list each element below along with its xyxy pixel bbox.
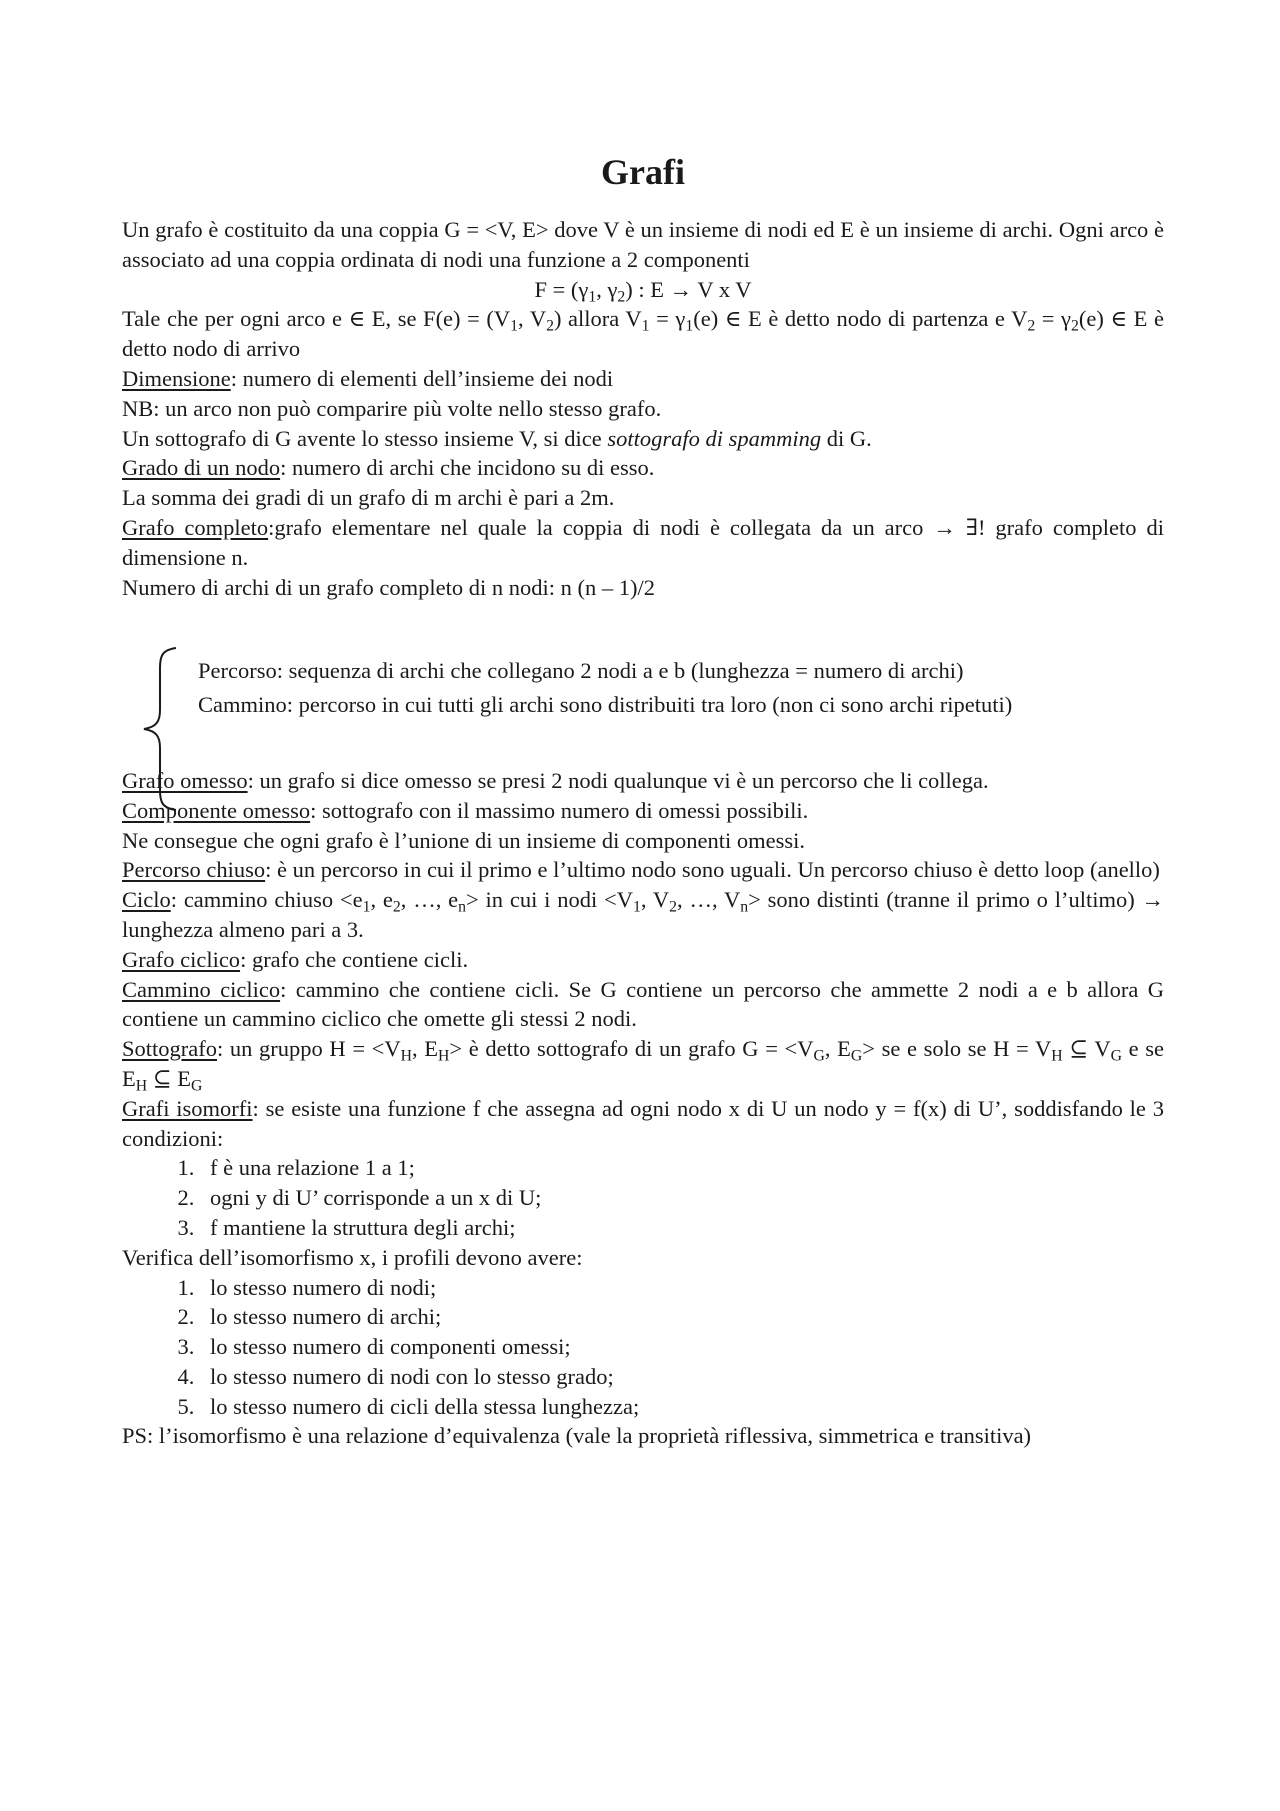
verifica-text: Verifica dell’isomorfismo x, i profili devono avere:	[122, 1244, 583, 1270]
percorso-cammino-brace-block	[122, 644, 1164, 748]
grafi-isomorfi-term: Grafi isomorfi	[122, 1095, 253, 1121]
list-item: 4. lo stesso numero di nodi con lo stesso grado;	[200, 1362, 1164, 1392]
percorso-definition: Percorso: sequenza di archi che collegano 2 nodi a e b (lunghezza = numero di archi)	[198, 658, 964, 684]
grafo-completo-definition: Grafo completo:grafo elementare nel quale la coppia di nodi è collegata da un arco → ∃! grafo completo di dimensione n.	[122, 514, 1164, 570]
formula-line: $F = (\gamma_1$, $\gamma_2$) : E → V x V	[534, 276, 752, 305]
sottografo-term: Sottografo	[122, 1036, 217, 1062]
cammino-ciclico-definition: Cammino ciclico: cammino che contiene cicli. Se G contiene un percorso che ammette 2 nodi a e b allora G contiene un cammino ciclico che omette gli stessi 2 nodi.	[122, 976, 1164, 1032]
spanning-subgraph-definition: Un sottografo di G avente lo stesso insieme V, si dice sottografo di spamming di G.	[122, 425, 872, 451]
list-item: 1. lo stesso numero di nodi;	[200, 1273, 1164, 1303]
grafo-ciclico-definition: Grafo ciclico: grafo che contiene cicli.	[122, 946, 469, 972]
list-item: 5. lo stesso numero di cicli della stessa lunghezza;	[200, 1392, 1164, 1422]
list-item: 3. lo stesso numero di componenti omessi;	[200, 1332, 1164, 1362]
somma-gradi-text: La somma dei gradi di un grafo di m archi è pari a 2m.	[122, 485, 615, 511]
isomorphism-conditions-list	[122, 1153, 1164, 1242]
nb-note: NB: un arco non può comparire più volte nello stesso grafo.	[122, 395, 662, 421]
list-item: 2. ogni y di U’ corrisponde a un x di U;	[200, 1183, 1164, 1213]
ps-note: PS: l’isomorfismo è una relazione d’equivalenza (vale la proprietà riflessiva, simmetrica e transitiva)	[122, 1423, 1032, 1449]
numero-archi-text: Numero di archi di un grafo completo di n nodi: n (n – 1)/2	[122, 574, 656, 600]
curly-brace-icon	[138, 644, 182, 814]
percorso-chiuso-term: Percorso chiuso	[122, 857, 266, 883]
page-title: Grafi	[601, 152, 685, 192]
grado-definition: Grado di un nodo: numero di archi che incidono su di esso.	[122, 455, 655, 481]
list-item: 1. f è una relazione 1 a 1;	[200, 1153, 1164, 1183]
grafo-omesso-term: Grafo omesso	[122, 767, 248, 793]
document-page	[122, 150, 1164, 1451]
grado-term: Grado di un nodo	[122, 455, 281, 481]
dimensione-definition: Dimensione: numero di elementi dell’insieme dei nodi	[122, 365, 614, 391]
list-item: 2. lo stesso numero di archi;	[200, 1302, 1164, 1332]
consegue-text: Ne consegue che ogni grafo è l’unione di un insieme di componenti omessi.	[122, 827, 805, 853]
componente-omesso-definition: Componente omesso: sottografo con il massimo numero di omessi possibili.	[122, 797, 809, 823]
arc-definition-paragraph: Tale che per ogni arco e ∈ E, se $F(e) = (V_1$, $V_2$) allora $V_1 = \gamma_1(e)$ ∈ E è detto nodo di partenza e $V_2 = \gamma_2(e)$ ∈ E è detto nodo di arrivo	[122, 306, 1164, 362]
sottografo-definition: Sottografo: un gruppo $H = <V_H$, $E_H>$ è detto sottografo di un grafo $G = <V_G$, $E_G>$ se e solo se $H = V_H$ ⊆ $V_G$ e se $E_H$ ⊆ $E_G$	[122, 1036, 1165, 1095]
list-item: 3. f mantiene la struttura degli archi;	[200, 1213, 1164, 1243]
cammino-ciclico-term: Cammino ciclico	[122, 976, 281, 1002]
verifica-requirements-list	[122, 1273, 1164, 1422]
grafo-omesso-definition: Grafo omesso: un grafo si dice omesso se presi 2 nodi qualunque vi è un percorso che li collega.	[122, 767, 989, 793]
componente-omesso-term: Componente omesso	[122, 797, 311, 823]
intro-paragraph: Un grafo è costituito da una coppia G = <V, E> dove V è un insieme di nodi ed E è un insieme di archi. Ogni arco è associato ad una coppia ordinata di nodi una funzione a 2 componenti	[122, 217, 1164, 272]
dimensione-term: Dimensione	[122, 365, 231, 391]
ciclo-term: Ciclo	[122, 887, 171, 913]
ciclo-definition: Ciclo: cammino chiuso $<e_1$, $e_2$, …, $e_n>$ in cui i nodi $<V_1$, $V_2$, …, $V_n>$ sono distinti (tranne il primo o l’ultimo) → lunghezza almeno pari a 3.	[122, 887, 1164, 942]
grafo-completo-term: Grafo completo	[122, 514, 269, 540]
cammino-definition: Cammino: percorso in cui tutti gli archi sono distribuiti tra loro (non ci sono archi ripetuti)	[198, 692, 1013, 718]
grafi-isomorfi-definition: Grafi isomorfi: se esiste una funzione f che assegna ad ogni nodo x di U un nodo y = f(x) di U’, soddisfando le 3 condizioni:	[122, 1095, 1164, 1151]
percorso-chiuso-definition: Percorso chiuso: è un percorso in cui il primo e l’ultimo nodo sono uguali. Un percorso chiuso è detto loop (anello)	[122, 857, 1160, 883]
grafo-ciclico-term: Grafo ciclico	[122, 946, 241, 972]
